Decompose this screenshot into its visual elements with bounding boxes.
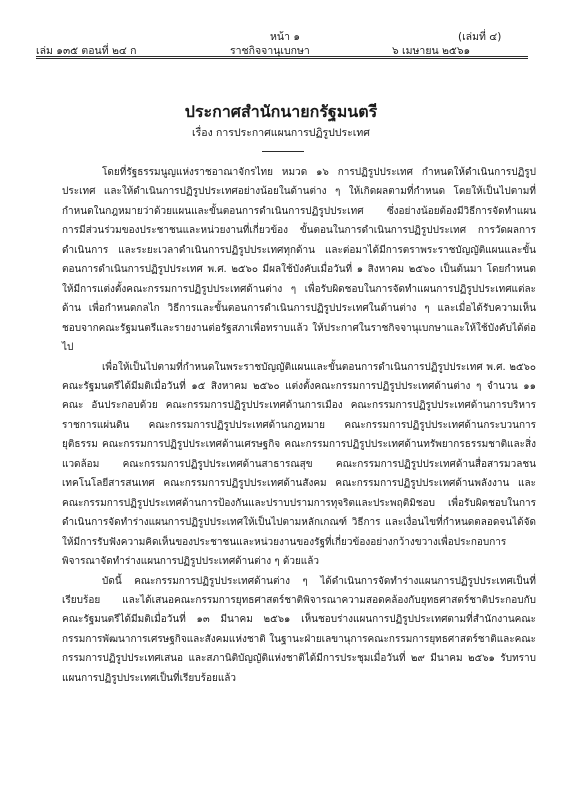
- volume-number: (เล่มที่ ๔): [458, 31, 502, 43]
- page-number: หน้า ๑: [270, 31, 300, 43]
- header-rule-top: [36, 56, 528, 57]
- document-subject: เรื่อง การประกาศแผนการปฏิรูปประเทศ: [192, 127, 370, 139]
- header-rule-bottom: [36, 58, 528, 59]
- publication-date: ๖ เมษายน ๒๕๖๑: [392, 45, 471, 57]
- paragraph-3: บัดนี้ คณะกรรมการปฏิรูปประเทศด้านต่าง ๆ ได้ดำเนินการจัดทำร่างแผนการปฏิรูปประเทศเป็นที่เรียบร้อย และได้เสนอคณะกรรมการยุทธศาสตร์ชาติพิจารณาความสอดคล้องกับยุทธศาสตร์ชาติประกอบกับคณะรัฐมนตรีได้มีมติเมื่อวันที่ ๑๓ มีนาคม ๒๕๖๑ เห็นชอบร่างแผนการปฏิรูปประเทศตามที่สำนักงานคณะกรรมการพัฒนาการเศรษฐกิจและสังคมแห่งชาติ ในฐานะฝ่ายเลขานุการคณะกรรมการยุทธศาสตร์ชาติและคณะกรรมการปฏิรูปประเทศเสนอ และสภานิติบัญญัติแห่งชาติได้มีการประชุมเมื่อวันที่ ๒๙ มีนาคม ๒๕๖๑ รับทราบแผนการปฏิรูปประเทศเป็นที่เรียบร้อยแล้ว: [62, 575, 536, 684]
- gazette-name: ราชกิจจานุเบกษา: [230, 45, 310, 57]
- document-body: [62, 163, 536, 688]
- document-title: ประกาศสำนักนายกรัฐมนตรี: [184, 102, 378, 121]
- issue-info: เล่ม ๑๓๕ ตอนที่ ๒๔ ก: [36, 45, 137, 57]
- paragraph-2: เพื่อให้เป็นไปตามที่กำหนดในพระราชบัญญัติแผนและขั้นตอนการดำเนินการปฏิรูปประเทศ พ.ศ. ๒๕๖๐ คณะรัฐมนตรีได้มีมติเมื่อวันที่ ๑๕ สิงหาคม ๒๕๖๐ แต่งตั้งคณะกรรมการปฏิรูปประเทศด้านต่าง ๆ จำนวน ๑๑ คณะ อันประกอบด้วย คณะกรรมการปฏิรูปประเทศด้านการเมือง คณะกรรมการปฏิรูปประเทศด้านการบริหารราชการแผ่นดิน คณะกรรมการปฏิรูปประเทศด้านกฎหมาย คณะกรรมการปฏิรูปประเทศด้านกระบวนการยุติธรรม คณะกรรมการปฏิรูปประเทศด้านเศรษฐกิจ คณะกรรมการปฏิรูปประเทศด้านทรัพยากรธรรมชาติและสิ่งแวดล้อม คณะกรรมการปฏิรูปประเทศด้านสาธารณสุข คณะกรรมการปฏิรูปประเทศด้านสื่อสารมวลชน เทคโนโลยีสารสนเทศ คณะกรรมการปฏิรูปประเทศด้านสังคม คณะกรรมการปฏิรูปประเทศด้านพลังงาน และคณะกรรมการปฏิรูปประเทศด้านการป้องกันและปราบปรามการทุจริตและประพฤติมิชอบ เพื่อรับผิดชอบในการดำเนินการจัดทำร่างแผนการปฏิรูปประเทศให้เป็นไปตามหลักเกณฑ์ วิธีการ และเงื่อนไขที่กำหนดตลอดจนได้จัดให้มีการรับฟังความคิดเห็นของประชาชนและหน่วยงานของรัฐที่เกี่ยวข้องอย่างกว้างขวางเพื่อประกอบการพิจารณาจัดทำร่างแผนการปฏิรูปประเทศด้านต่าง ๆ ด้วยแล้ว: [62, 361, 536, 568]
- paragraph-1: โดยที่รัฐธรรมนูญแห่งราชอาณาจักรไทย หมวด ๑๖ การปฏิรูปประเทศ กำหนดให้ดำเนินการปฏิรูปประเทศ และให้ดำเนินการปฏิรูปประเทศอย่างน้อยในด้านต่าง ๆ ให้เกิดผลตามที่กำหนด โดยให้เป็นไปตามที่กำหนดในกฎหมายว่าด้วยแผนและขั้นตอนการดำเนินการปฏิรูปประเทศ ซึ่งอย่างน้อยต้องมีวิธีการจัดทำแผน การมีส่วนร่วมของประชาชนและหน่วยงานที่เกี่ยวข้อง ขั้นตอนในการดำเนินการปฏิรูปประเทศ การวัดผลการดำเนินการ และระยะเวลาดำเนินการปฏิรูปประเทศทุกด้าน และต่อมาได้มีการตราพระราชบัญญัติแผนและขั้นตอนการดำเนินการปฏิรูปประเทศ พ.ศ. ๒๕๖๐ มีผลใช้บังคับเมื่อวันที่ ๑ สิงหาคม ๒๕๖๐ เป็นต้นมา โดยกำหนดให้มีการแต่งตั้งคณะกรรมการปฏิรูปประเทศด้านต่าง ๆ เพื่อรับผิดชอบในการจัดทำแผนการปฏิรูปประเทศแต่ละด้าน เพื่อกำหนดกลไก วิธีการและขั้นตอนการดำเนินการปฏิรูปประเทศในด้านต่าง ๆ และเมื่อได้รับความเห็นชอบจากคณะรัฐมนตรีและรายงานต่อรัฐสภาเพื่อทราบแล้ว ให้ประกาศในราชกิจจานุเบกษาและให้ใช้บังคับได้ต่อไป: [62, 167, 536, 354]
- title-divider: [262, 151, 304, 152]
